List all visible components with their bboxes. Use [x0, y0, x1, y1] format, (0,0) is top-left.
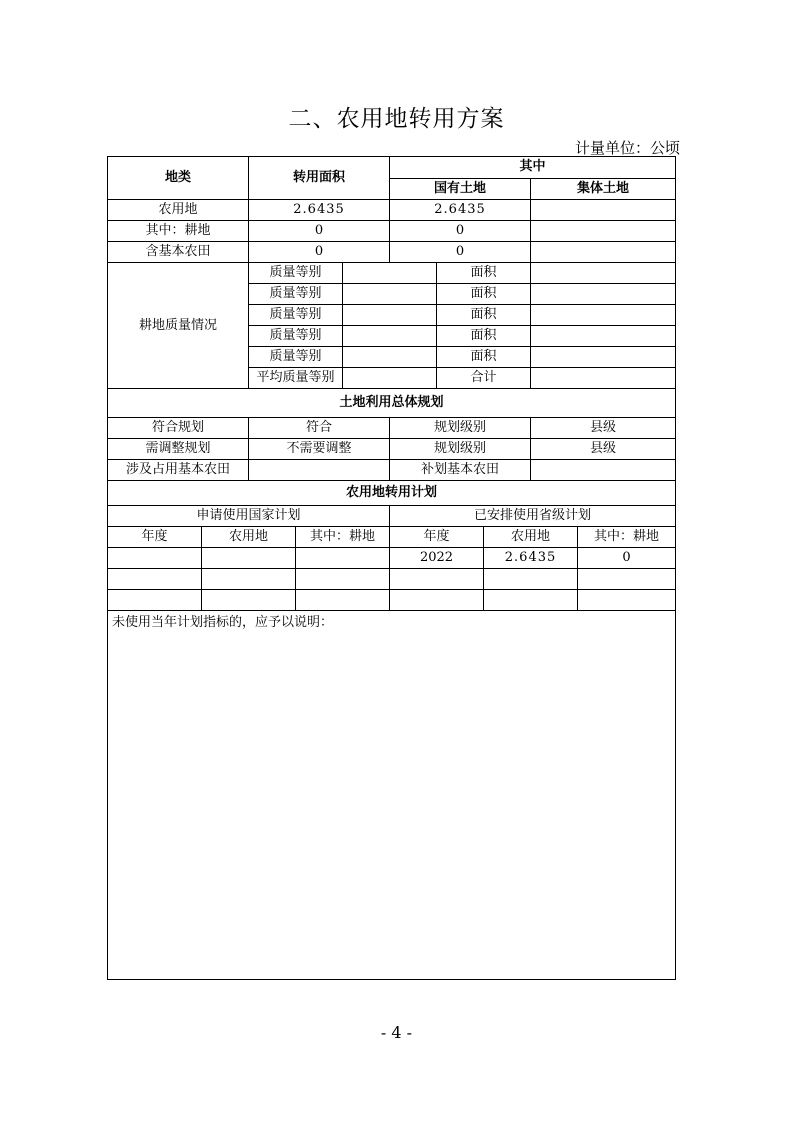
- col-farmland: 农用地: [484, 527, 578, 548]
- avg-grade-label: 平均质量等别: [249, 368, 343, 389]
- n-farm: [202, 548, 296, 569]
- adjust-value: 不需要调整: [249, 439, 390, 460]
- table-row: [108, 221, 676, 242]
- col-year: 年度: [108, 527, 202, 548]
- row-state: 0: [390, 242, 531, 263]
- conform-label: 符合规划: [108, 418, 249, 439]
- grade-value: [343, 284, 437, 305]
- grade-value: [343, 305, 437, 326]
- row-area: 2.6435: [249, 200, 390, 221]
- area-value: [531, 305, 676, 326]
- conform-value: 符合: [249, 418, 390, 439]
- p-cult: [578, 590, 676, 611]
- area-label: 面积: [437, 326, 531, 347]
- header-collective-land: 集体土地: [531, 178, 676, 200]
- supplement-value: [531, 460, 676, 481]
- table-row: [108, 590, 676, 611]
- provincial-plan-header: 已安排使用省级计划: [390, 506, 676, 527]
- national-plan-header: 申请使用国家计划: [108, 506, 390, 527]
- area-label: 面积: [437, 347, 531, 368]
- table-row: [108, 242, 676, 263]
- plan-level-label: 规划级别: [390, 418, 531, 439]
- supplement-label: 补划基本农田: [390, 460, 531, 481]
- area-value: [531, 263, 676, 284]
- area-label: 面积: [437, 263, 531, 284]
- grade-label: 质量等别: [249, 347, 343, 368]
- section-land-use-plan: 土地利用总体规划: [108, 389, 676, 418]
- row-area: 0: [249, 221, 390, 242]
- avg-grade-value: [343, 368, 437, 389]
- grade-label: 质量等别: [249, 263, 343, 284]
- row-area: 0: [249, 242, 390, 263]
- col-cultivated: 其中：耕地: [296, 527, 390, 548]
- basic-farmland-value: [249, 460, 390, 481]
- plan-level-label: 规划级别: [390, 439, 531, 460]
- header-land-type: 地类: [108, 157, 249, 200]
- grade-value: [343, 347, 437, 368]
- p-farm: [484, 590, 578, 611]
- table-row: [108, 200, 676, 221]
- row-state: 0: [390, 221, 531, 242]
- n-cult: [296, 590, 390, 611]
- n-cult: [296, 569, 390, 590]
- header-converted-area: 转用面积: [249, 157, 390, 200]
- row-collective: [531, 200, 676, 221]
- area-value: [531, 326, 676, 347]
- page-number: - 4 -: [380, 1023, 413, 1042]
- unit-label: 计量单位：公顷: [574, 139, 680, 157]
- n-cult: [296, 548, 390, 569]
- total-label: 合计: [437, 368, 531, 389]
- p-cult: 0: [578, 548, 676, 569]
- total-value: [531, 368, 676, 389]
- p-year: [390, 569, 484, 590]
- plan-level-value: 县级: [531, 418, 676, 439]
- section-conversion-plan: 农用地转用计划: [108, 481, 676, 506]
- row-label: 农用地: [108, 200, 249, 221]
- n-year: [108, 590, 202, 611]
- col-year: 年度: [390, 527, 484, 548]
- grade-label: 质量等别: [249, 326, 343, 347]
- n-farm: [202, 569, 296, 590]
- table-row: [108, 569, 676, 590]
- grade-value: [343, 263, 437, 284]
- row-collective: [531, 221, 676, 242]
- area-label: 面积: [437, 284, 531, 305]
- plan-level-value: 县级: [531, 439, 676, 460]
- grade-label: 质量等别: [249, 284, 343, 305]
- row-collective: [531, 242, 676, 263]
- table-row: [108, 548, 676, 569]
- p-year: [390, 590, 484, 611]
- grade-label: 质量等别: [249, 305, 343, 326]
- col-farmland: 农用地: [202, 527, 296, 548]
- n-year: [108, 569, 202, 590]
- col-cultivated: 其中：耕地: [578, 527, 676, 548]
- row-label: 含基本农田: [108, 242, 249, 263]
- area-value: [531, 347, 676, 368]
- grade-value: [343, 326, 437, 347]
- area-value: [531, 284, 676, 305]
- row-state: 2.6435: [390, 200, 531, 221]
- n-farm: [202, 590, 296, 611]
- p-farm: [484, 569, 578, 590]
- header-of-which: 其中: [390, 157, 676, 179]
- explanation-note: 未使用当年计划指标的，应予以说明：: [108, 611, 676, 980]
- p-year: 2022: [390, 548, 484, 569]
- conversion-table: [107, 156, 676, 980]
- quality-label: 耕地质量情况: [108, 263, 249, 389]
- adjust-label: 需调整规划: [108, 439, 249, 460]
- header-state-land: 国有土地: [390, 178, 531, 200]
- area-label: 面积: [437, 305, 531, 326]
- page-title: 二、农用地转用方案: [288, 106, 505, 132]
- row-label: 其中：耕地: [108, 221, 249, 242]
- n-year: [108, 548, 202, 569]
- basic-farmland-label: 涉及占用基本农田: [108, 460, 249, 481]
- p-farm: 2.6435: [484, 548, 578, 569]
- p-cult: [578, 569, 676, 590]
